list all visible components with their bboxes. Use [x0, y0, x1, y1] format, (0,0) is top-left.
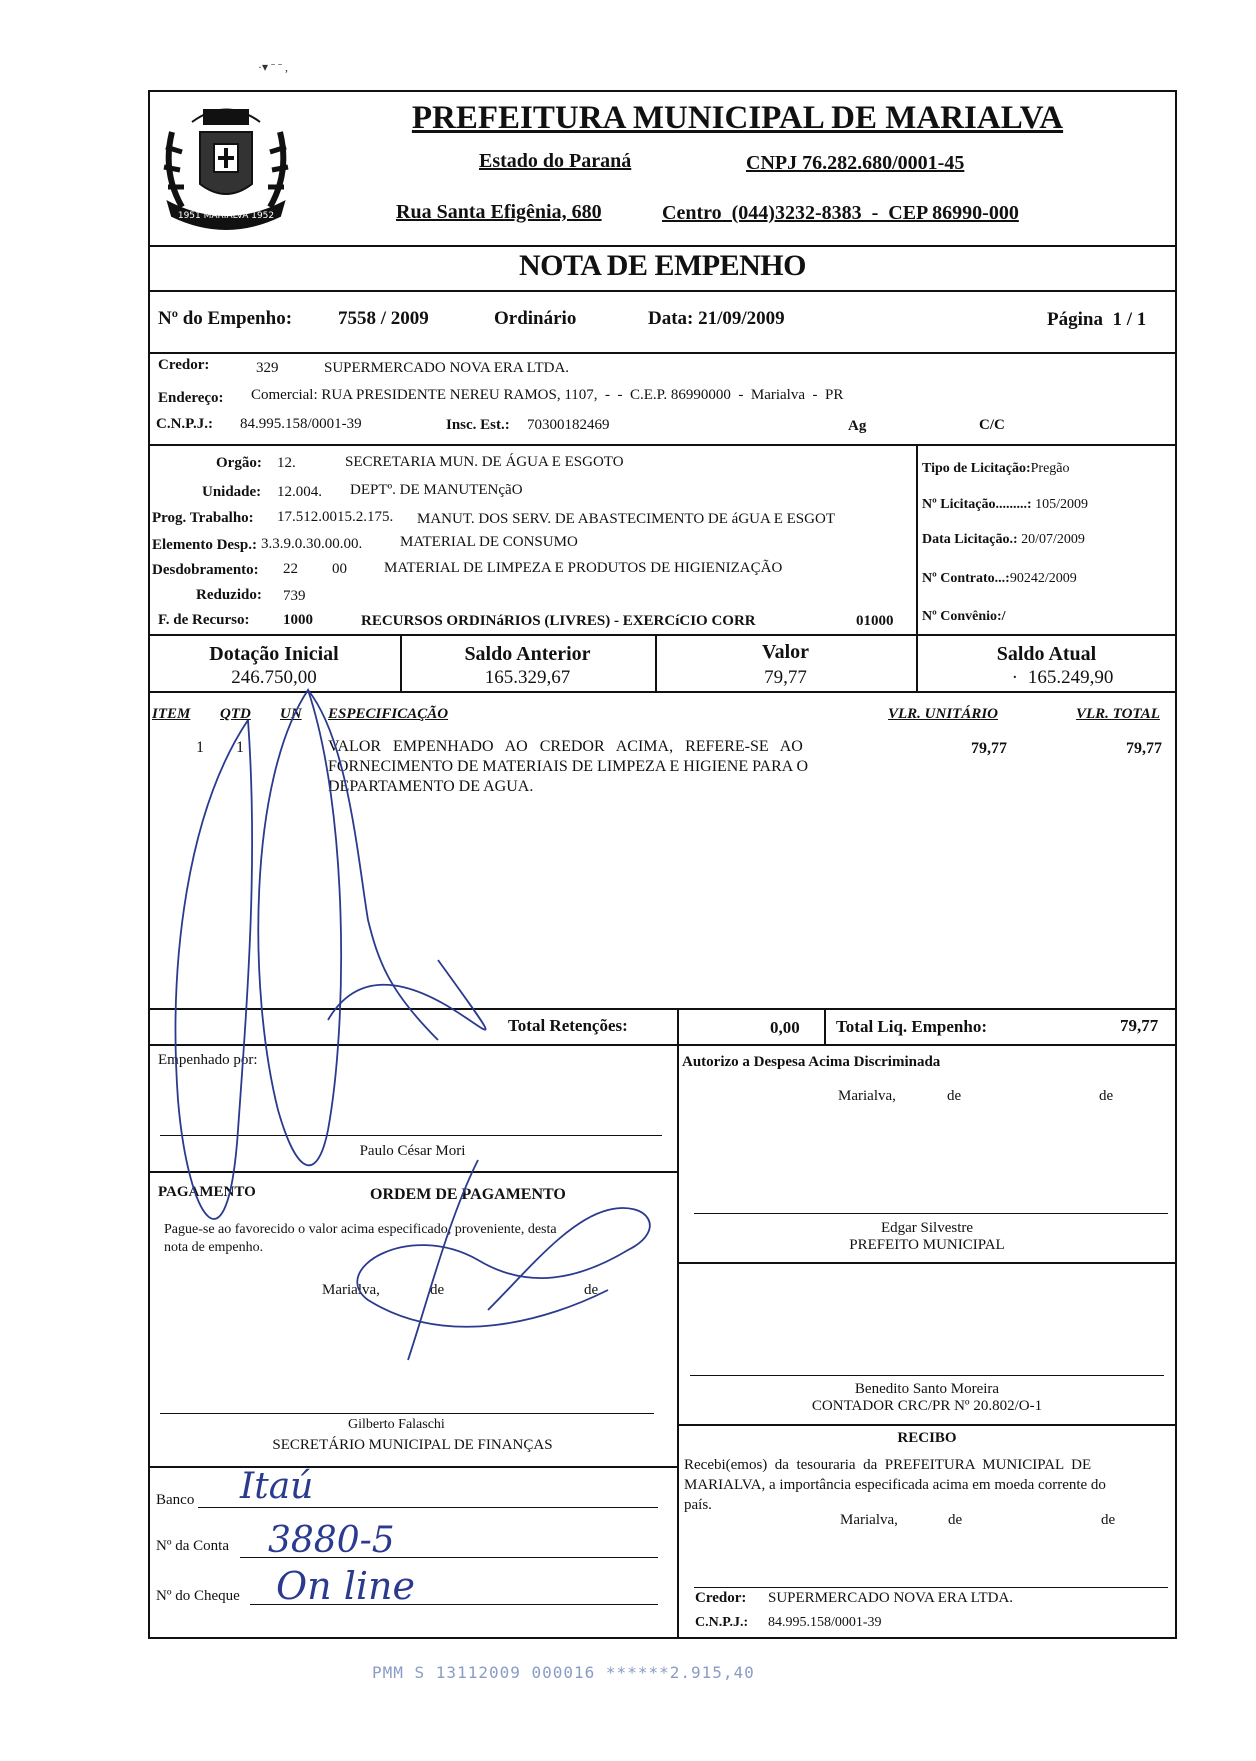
pagamento-text-line-1: Pague-se ao favorecido o valor acima especificado, proveniente, desta	[164, 1222, 557, 1237]
elemento-code: 3.3.9.0.30.00.00.	[261, 536, 363, 552]
crest-text: 1951 MARIALVA 1952	[177, 211, 275, 221]
reduzido-label: Reduzido:	[196, 587, 262, 603]
col-unit-value: VLR. UNITÁRIO	[888, 706, 999, 722]
recibo-text-line-1: Recebi(emos) da tesouraria da PREFEITURA MUNICIPAL DE	[684, 1457, 1092, 1473]
col-total-value: VLR. TOTAL	[1076, 706, 1160, 722]
pagamento-text-line-2: nota de empenho.	[164, 1240, 264, 1255]
divider	[148, 634, 1177, 636]
col-un: UN	[280, 706, 302, 722]
prog-code: 17.512.0015.2.175.	[277, 509, 394, 525]
recibo-text-line-2: MARIALVA, a importância especificada acima em moeda corrente do	[684, 1477, 1106, 1493]
cheque-handwritten: On line	[276, 1564, 415, 1608]
dotacao-label: Dotação Inicial	[209, 643, 339, 665]
secretario-name: Gilberto Falaschi	[348, 1417, 445, 1432]
empenho-type: Ordinário	[494, 308, 577, 329]
address-label: Endereço:	[158, 390, 224, 406]
municipality-contact: Centro (044)3232-8383 - CEP 86990-000	[662, 202, 1019, 224]
orgao-label: Orgão:	[216, 455, 262, 471]
unidade-name: DEPTº. DE MANUTENçãO	[350, 482, 523, 498]
page-title: PREFEITURA MUNICIPAL DE MARIALVA	[411, 100, 1064, 136]
recibo-credor-label: Credor:	[695, 1590, 747, 1606]
autorizo-de-2: de	[1099, 1088, 1114, 1104]
empenho-label: Nº do Empenho:	[158, 308, 293, 329]
signature-line	[690, 1375, 1164, 1376]
credor-code: 329	[256, 360, 279, 376]
pagamento-place: Marialva,	[322, 1282, 380, 1298]
recibo-place: Marialva,	[840, 1512, 898, 1528]
empenhado-label: Empenhado por:	[158, 1052, 258, 1068]
banco-handwritten: Itaú	[240, 1466, 314, 1507]
autorizo-de-1: de	[947, 1088, 962, 1104]
contador-name: Benedito Santo Moreira	[854, 1381, 1000, 1397]
total-liq-label: Total Liq. Empenho:	[836, 1017, 987, 1036]
orgao-name: SECRETARIA MUN. DE ÁGUA E ESGOTO	[345, 454, 624, 470]
recibo-credor-name: SUPERMERCADO NOVA ERA LTDA.	[768, 1590, 1014, 1606]
recibo-title: RECIBO	[897, 1430, 957, 1446]
retencoes-value: 0,00	[770, 1018, 800, 1037]
valor-label: Valor	[761, 641, 810, 663]
divider	[677, 1262, 1177, 1264]
conta-handwritten: 3880-5	[268, 1520, 395, 1561]
item-desc-line-3: DEPARTAMENTO DE AGUA.	[328, 778, 534, 795]
desdobramento-sub: 00	[332, 561, 347, 577]
signature-scribble-icon	[148, 660, 708, 1460]
col-especificacao: ESPECIFICAÇÃO	[328, 706, 449, 722]
credor-name: SUPERMERCADO NOVA ERA LTDA.	[324, 360, 570, 376]
desdobramento-name: MATERIAL DE LIMPEZA E PRODUTOS DE HIGIENIZAÇÃO	[384, 560, 783, 576]
recibo-cnpj-label: C.N.P.J.:	[695, 1615, 749, 1630]
desdobramento-code: 22	[283, 561, 298, 577]
divider	[148, 352, 1177, 354]
divider	[824, 1008, 826, 1044]
pagamento-de-2: de	[584, 1282, 599, 1298]
item-unit-value: 79,77	[971, 740, 1007, 757]
secretario-role: SECRETÁRIO MUNICIPAL DE FINANÇAS	[272, 1437, 553, 1453]
account-label: C/C	[979, 417, 1005, 433]
desdobramento-label: Desdobramento:	[152, 562, 259, 578]
recibo-de-1: de	[948, 1512, 963, 1528]
prefeito-name: Edgar Silvestre	[880, 1220, 974, 1236]
divider	[148, 444, 1177, 446]
item-desc-line-1: VALOR EMPENHADO AO CREDOR ACIMA, REFERE-SE AO	[328, 738, 803, 755]
saldo-atual-label: Saldo Atual	[996, 643, 1097, 665]
conta-label: Nº da Conta	[156, 1538, 229, 1554]
total-liq-value: 79,77	[1120, 1016, 1159, 1035]
prog-label: Prog. Trabalho:	[152, 510, 254, 526]
empenho-number: 7558 / 2009	[338, 308, 429, 329]
municipality-cnpj: CNPJ 76.282.680/0001-45	[746, 152, 965, 174]
agency-label: Ag	[848, 418, 867, 434]
pagamento-de-1: de	[430, 1282, 445, 1298]
empenho-date: Data: 21/09/2009	[648, 308, 785, 329]
col-item: ITEM	[152, 706, 191, 722]
recibo-de-2: de	[1101, 1512, 1116, 1528]
item-number: 1	[196, 739, 204, 756]
credor-address: Comercial: RUA PRESIDENTE NEREU RAMOS, 1107, - - C.E.P. 86990000 - Marialva - PR	[251, 387, 844, 403]
recibo-text-line-3: país.	[684, 1497, 712, 1513]
convenio-label: Nº Convênio:/	[922, 609, 1006, 624]
orgao-code: 12.	[277, 455, 296, 471]
page-number: Página 1 / 1	[1047, 309, 1147, 330]
saldo-anterior-label: Saldo Anterior	[464, 643, 591, 665]
item-total-value: 79,77	[1126, 740, 1162, 757]
recibo-cnpj: 84.995.158/0001-39	[768, 1615, 882, 1630]
divider	[148, 290, 1177, 292]
item-desc-line-2: FORNECIMENTO DE MATERIAIS DE LIMPEZA E HIGIENE PARA O	[328, 758, 809, 775]
recurso-name: RECURSOS ORDINáRIOS (LIVRES) - EXERCíCIO CORR	[361, 613, 756, 629]
valor-value: 79,77	[764, 667, 807, 688]
prefeito-role: PREFEITO MUNICIPAL	[849, 1237, 1005, 1253]
empenhado-name: Paulo César Mori	[359, 1143, 466, 1159]
unidade-code: 12.004.	[277, 484, 322, 500]
autorizo-place: Marialva,	[838, 1088, 896, 1104]
saldo-anterior-value: 165.329,67	[484, 667, 571, 688]
recurso-label: F. de Recurso:	[158, 612, 250, 628]
cnpj-label: C.N.P.J.:	[156, 416, 213, 432]
unidade-label: Unidade:	[202, 484, 262, 500]
pagamento-label: PAGAMENTO	[158, 1184, 256, 1200]
credor-label: Credor:	[158, 357, 210, 373]
municipality-address: Rua Santa Efigênia, 680	[396, 201, 602, 223]
autorizo-label: Autorizo a Despesa Acima Discriminada	[682, 1054, 941, 1070]
municipal-crest-icon	[152, 92, 300, 240]
processing-stamp: PMM S 13112009 000016 ******2.915,40	[372, 1663, 755, 1682]
state-name: Estado do Paraná	[479, 150, 632, 172]
recurso-number: 01000	[856, 613, 894, 629]
document-title: NOTA DE EMPENHO	[519, 249, 806, 282]
licitacao-date-label: Data Licitação.: 20/07/2009	[922, 532, 1085, 547]
signature-line	[694, 1213, 1168, 1214]
saldo-atual-value: · 165.249,90	[1011, 667, 1114, 688]
item-qty: 1	[236, 739, 244, 756]
banco-label: Banco	[156, 1492, 195, 1508]
cheque-label: Nº do Cheque	[156, 1588, 240, 1604]
licitacao-number-label: Nº Licitação.........: 105/2009	[922, 497, 1088, 512]
divider	[148, 1466, 677, 1468]
divider	[148, 245, 1177, 247]
recurso-code: 1000	[283, 612, 313, 628]
licitacao-type-label: Tipo de Licitação:Pregão	[922, 461, 1070, 476]
elemento-label: Elemento Desp.:	[152, 537, 257, 553]
divider	[677, 1424, 1177, 1426]
contrato-label: Nº Contrato...:90242/2009	[922, 571, 1077, 586]
ordem-pagamento-label: ORDEM DE PAGAMENTO	[370, 1186, 566, 1203]
banco-line	[198, 1507, 658, 1508]
dotacao-value: 246.750,00	[231, 667, 317, 688]
insc-label: Insc. Est.:	[446, 417, 510, 433]
signature-line	[694, 1587, 1168, 1588]
col-qtd: QTD	[220, 706, 251, 722]
insc-value: 70300182469	[527, 417, 610, 433]
prog-name: MANUT. DOS SERV. DE ABASTECIMENTO DE áGUA E ESGOT	[417, 511, 835, 527]
scan-mark: ·▾ ˉ ˉ ,	[258, 60, 289, 74]
contador-role: CONTADOR CRC/PR Nº 20.802/O-1	[811, 1398, 1043, 1414]
reduzido-value: 739	[283, 588, 306, 604]
divider	[916, 444, 918, 635]
retencoes-label: Total Retenções:	[508, 1016, 628, 1035]
elemento-name: MATERIAL DE CONSUMO	[400, 534, 578, 550]
credor-cnpj: 84.995.158/0001-39	[240, 416, 362, 432]
